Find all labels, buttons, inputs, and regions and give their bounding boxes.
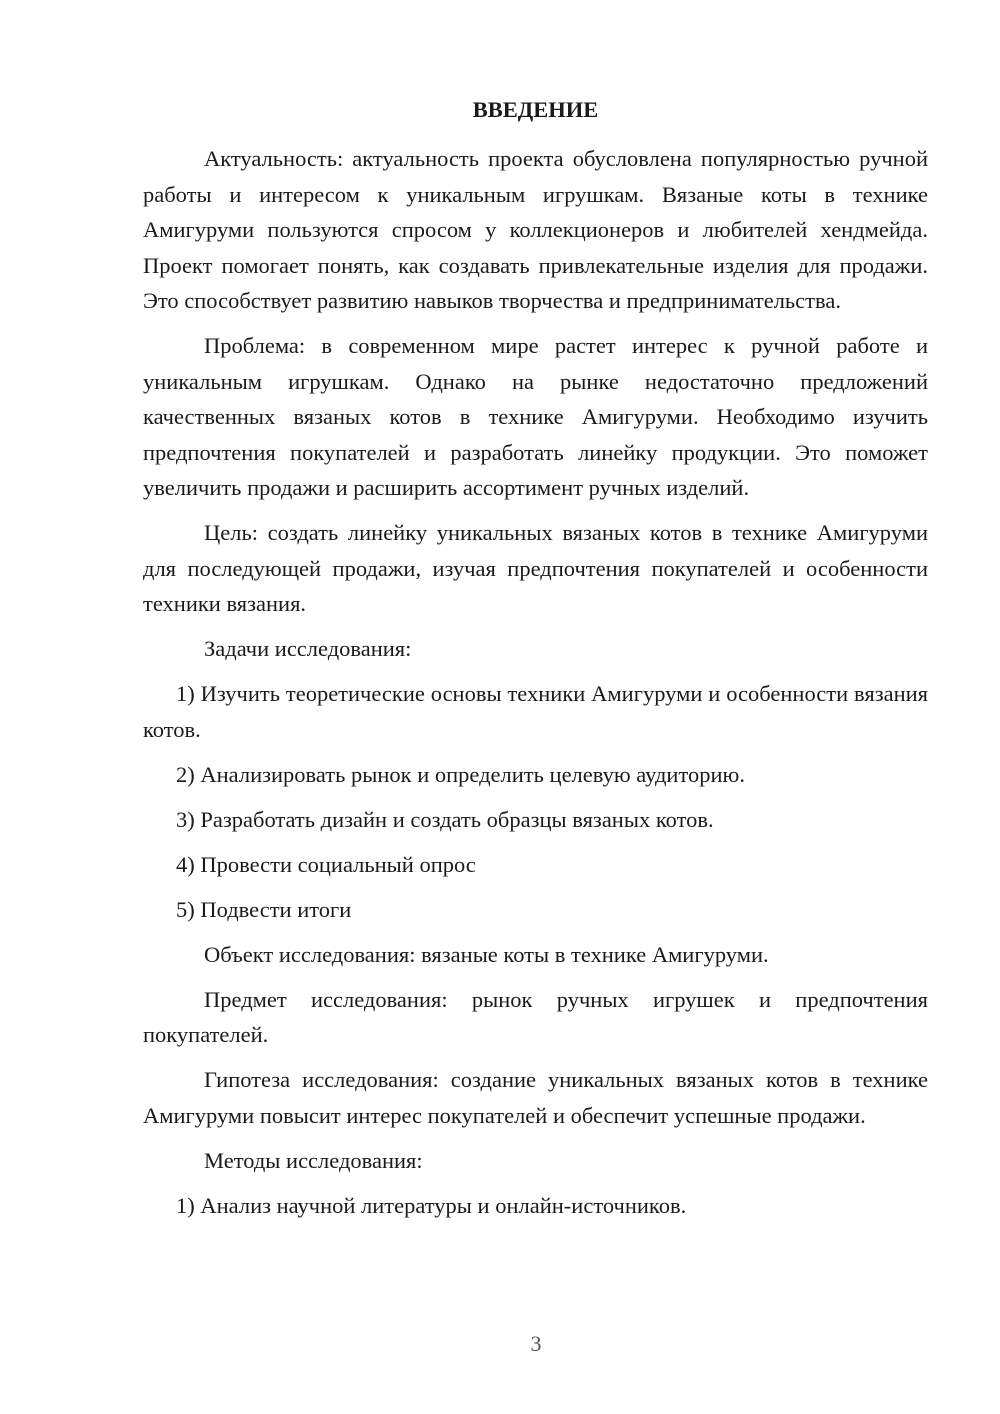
task-item: 1) Изучить теоретические основы техники Амигуруми и особенности вязания котов. — [143, 681, 928, 742]
paragraph-subject: Предмет исследования: рынок ручных игрушек и предпочтения покупателей. — [143, 986, 928, 1047]
paragraph-goal: Цель: создать линейку уникальных вязаных котов в технике Амигуруми для последующей продажи, изучая предпочтения покупателей и особенности техники вязания. — [143, 520, 928, 616]
task-item: 5) Подвести итоги — [176, 896, 352, 922]
tasks-heading: Задачи исследования: — [204, 636, 412, 661]
methods-heading: Методы исследования: — [204, 1147, 423, 1173]
paragraph-object: Объект исследования: вязаные коты в технике Амигуруми. — [204, 941, 769, 967]
document-page — [143, 92, 928, 1233]
task-item: 3) Разработать дизайн и создать образцы вязаных котов. — [176, 806, 714, 832]
section-title: ВВЕДЕНИЕ — [472, 97, 599, 122]
paragraph-problem: Проблема: в современном мире растет интерес к ручной работе и уникальным игрушкам. Однако на рынке недостаточно предложений качественных вязаных котов в технике Амигуруми. Необходимо изучить предпочтения покупателей и разработать линейку продукции. Это поможет увеличить продажи и расширить ассортимент ручных изделий. — [143, 333, 928, 500]
page-number: 3 — [530, 1331, 542, 1356]
paragraph-relevance: Актуальность: актуальность проекта обусловлена популярностью ручной работы и интересом к уникальным игрушкам. Вязаные коты в технике Амигуруми пользуются спросом у коллекционеров и любителей хендмейда. Проект помогает понять, как создавать привлекательные изделия для продажи. Это способствует развитию навыков творчества и предпринимательства. — [143, 146, 928, 313]
task-item: 4) Провести социальный опрос — [176, 851, 476, 877]
task-item: 2) Анализировать рынок и определить целевую аудиторию. — [176, 761, 745, 787]
method-item: 1) Анализ научной литературы и онлайн-источников. — [176, 1192, 687, 1218]
paragraph-hypothesis: Гипотеза исследования: создание уникальных вязаных котов в технике Амигуруми повысит интерес покупателей и обеспечит успешные продажи. — [143, 1067, 928, 1128]
